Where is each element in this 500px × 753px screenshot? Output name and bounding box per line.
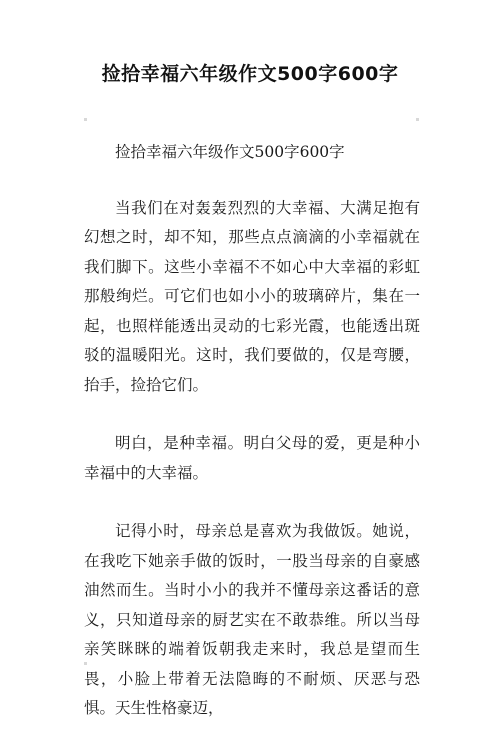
corner-mark-top-left (84, 118, 87, 121)
document-subtitle: 捡拾幸福六年级作文500字600字 (115, 143, 345, 161)
paragraph-1: 当我们在对轰轰烈烈的大幸福、大满足抱有幻想之时，却不知，那些点点滴滴的小幸福就在我们脚下。这些小幸福不不如心中大幸福的彩虹那般绚烂。可它们也如小小的玻璃碎片，集在一起，也照样能透出灵动的七彩光霞，也能透出斑驳的温暖阳光。这时，我们要做的，仅是弯腰，抬手，捡拾它们。 (84, 198, 420, 394)
document-title: 捡拾幸福六年级作文500字600字 (101, 63, 399, 85)
corner-mark-bottom-left (84, 662, 87, 665)
paragraph-2: 明白，是种幸福。明白父母的爱，更是种小幸福中的大幸福。 (84, 434, 420, 482)
paragraph-3: 记得小时，母亲总是喜欢为我做饭。她说，在我吃下她亲手做的饭时，一股当母亲的自豪感油然而生。当时小小的我并不懂母亲这番话的意义，只知道母亲的厨艺实在不敢恭维。所以当母亲笑眯眯的端着饭朝我走来时，我总是望而生畏，小脸上带着无法隐晦的不耐烦、厌恶与恐惧。天生性格豪迈， (84, 522, 420, 717)
corner-mark-top-right (416, 118, 419, 121)
document-body (84, 138, 420, 753)
